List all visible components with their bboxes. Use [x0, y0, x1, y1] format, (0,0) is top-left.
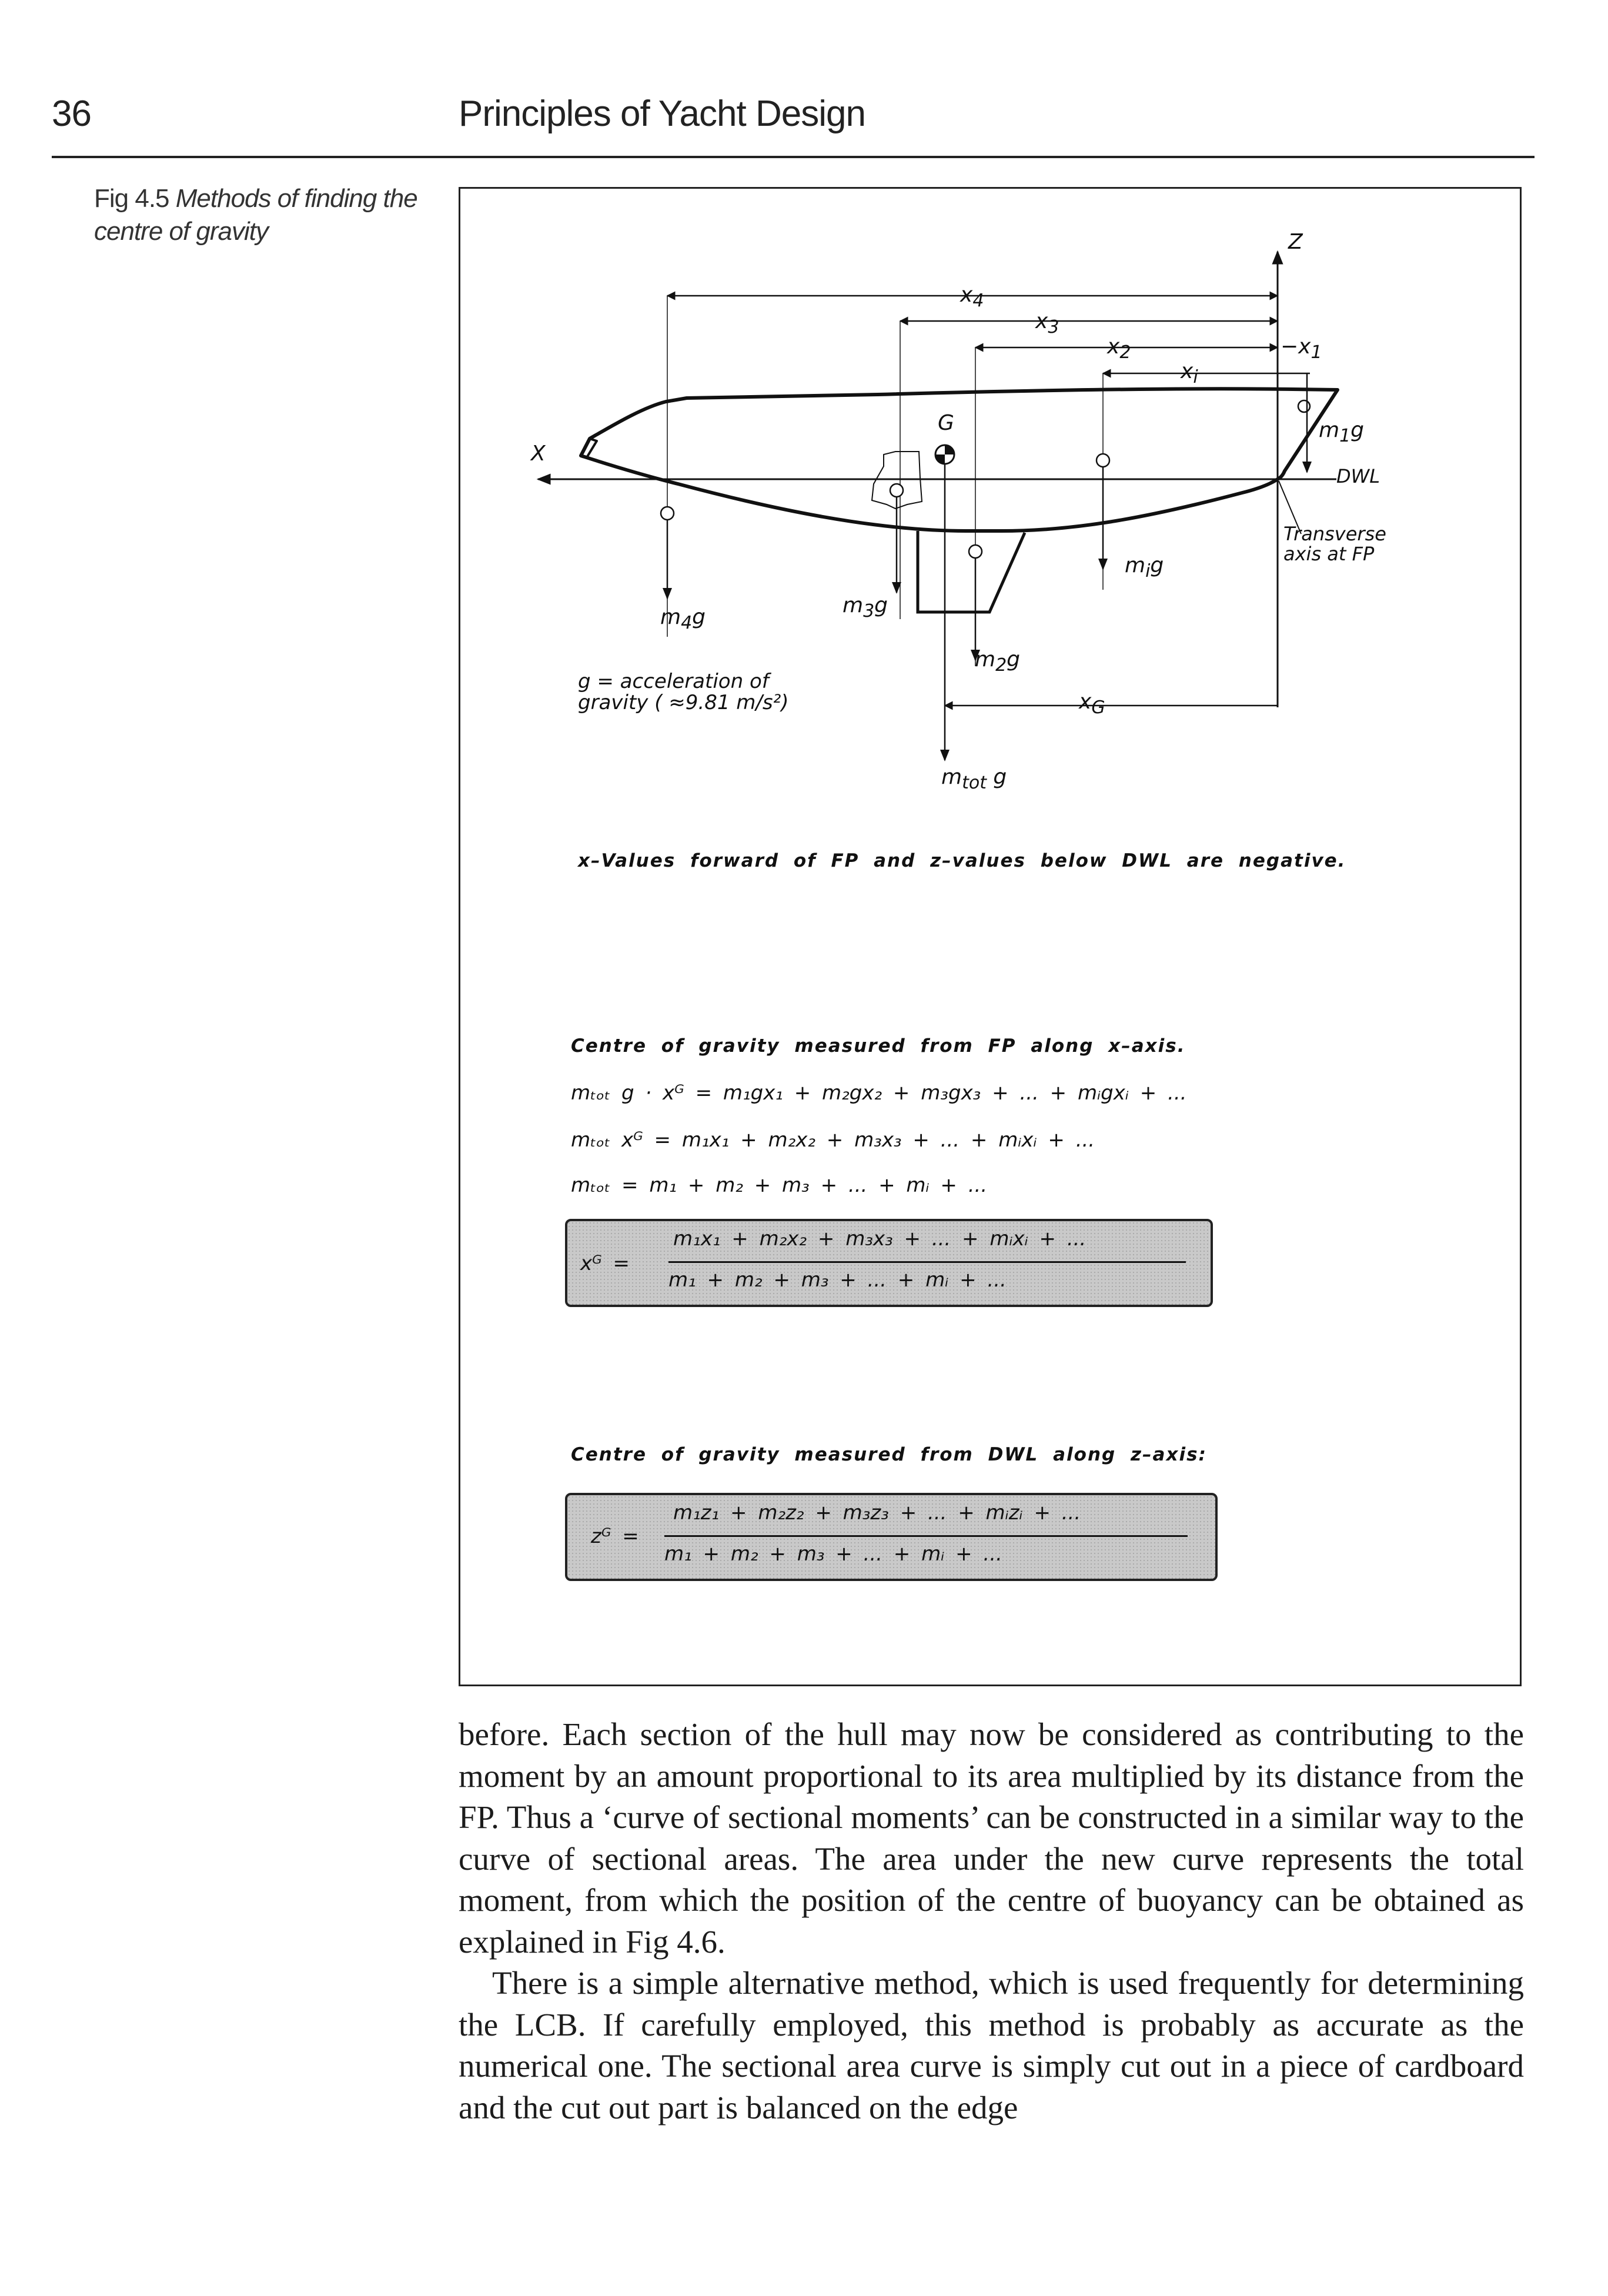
zg-lhs: zᴳ =: [591, 1525, 639, 1548]
page-number: 36: [52, 93, 91, 134]
force-mig: $m_ig$: [1125, 553, 1164, 582]
header-rule: [52, 156, 1535, 158]
xg-formula-box: [565, 1219, 1213, 1307]
gravity-note: g = acceleration of gravity ( ≈9.81 m/s²): [578, 670, 789, 714]
dim-xi: $x_i$: [1181, 359, 1198, 388]
keel: [918, 531, 1025, 612]
zg-numerator: m₁z₁ + m₂z₂ + m₃z₃ + ... + mᵢzᵢ + ...: [673, 1501, 1081, 1525]
x-equation-3: mₜₒₜ = m₁ + m₂ + m₃ + ... + mᵢ + ...: [571, 1174, 988, 1197]
sign-convention-note: x–Values forward of FP and z–values below DWL are negative.: [578, 850, 1346, 871]
caption-number: Fig 4.5: [94, 184, 169, 213]
x-equation-2: mₜₒₜ xᴳ = m₁x₁ + m₂x₂ + m₃x₃ + ... + mᵢxᵢ + ...: [571, 1128, 1095, 1152]
hull-outline: [581, 389, 1338, 531]
centre-m3: [890, 484, 903, 497]
centre-m4: [661, 507, 674, 520]
dim-x2: $x_2$: [1107, 335, 1131, 363]
figure-caption: [94, 182, 429, 248]
z-section-heading: Centre of gravity measured from DWL along z–axis:: [571, 1444, 1207, 1465]
zg-denominator: m₁ + m₂ + m₃ + ... + mᵢ + ...: [664, 1542, 1002, 1566]
z-axis-label: Z: [1288, 230, 1303, 254]
force-m2g: $m_2g$: [975, 647, 1021, 676]
transverse-axis-label: Transverse axis at FP: [1283, 523, 1386, 565]
dim-x3: $x_3$: [1035, 309, 1059, 338]
zg-fraction-line: [664, 1535, 1188, 1537]
x-section-heading: Centre of gravity measured from FP along x–axis.: [571, 1035, 1186, 1057]
dim-x4: $x_4$: [960, 283, 984, 312]
centre-mi: [1096, 454, 1109, 467]
body-paragraph-2: There is a simple alternative method, which is used frequently for determining the LCB. If carefully employed, this method is probably as accurate as the numerical one. The sectional area curve is simply cut out in a piece of cardboard and the cut out part is balanced on the edge: [459, 1965, 1524, 2125]
force-m3g: $m_3g$: [843, 593, 888, 622]
body-text: [459, 1714, 1524, 2128]
x-equation-1: mₜₒₜ g · xᴳ = m₁gx₁ + m₂gx₂ + m₃gx₃ + ... + mᵢgxᵢ + ...: [571, 1081, 1187, 1105]
centre-m2: [969, 545, 982, 558]
xg-lhs: xᴳ =: [580, 1252, 630, 1275]
zg-formula-box: [565, 1493, 1218, 1581]
force-mtotg: $m_{tot}$ g: [941, 765, 1007, 794]
centre-m1: [1298, 400, 1310, 412]
x-axis-label: X: [531, 442, 546, 466]
running-title: Principles of Yacht Design: [459, 93, 865, 134]
figure-frame: [459, 187, 1522, 1686]
dim-xg: $x_G$: [1079, 690, 1105, 718]
force-m4g: $m_4g$: [660, 605, 706, 634]
xg-fraction-line: [668, 1261, 1186, 1263]
xg-denominator: m₁ + m₂ + m₃ + ... + mᵢ + ...: [668, 1268, 1007, 1292]
caption-title: Methods of finding the centre of gravity: [94, 184, 417, 246]
g-symbol: [935, 445, 954, 464]
force-m1g: $m_1g$: [1319, 418, 1365, 447]
body-paragraph-1: before. Each section of the hull may now be considered as contributing to the moment by an amount proportional to its area multiplied by its distance from the FP. Thus a ‘curve of sectional moments’ can be constructed in a similar way to the curve of sectional areas. The area under the new curve represents the total moment, from which the position of the centre of buoyancy can be obtained as explained in Fig 4.6.: [459, 1716, 1524, 1960]
xg-numerator: m₁x₁ + m₂x₂ + m₃x₃ + ... + mᵢxᵢ + ...: [673, 1227, 1087, 1251]
dwl-label: DWL: [1336, 465, 1380, 487]
centre-of-gravity-label: G: [938, 411, 954, 435]
dim-minus-x1: $-x_1$: [1281, 335, 1322, 363]
